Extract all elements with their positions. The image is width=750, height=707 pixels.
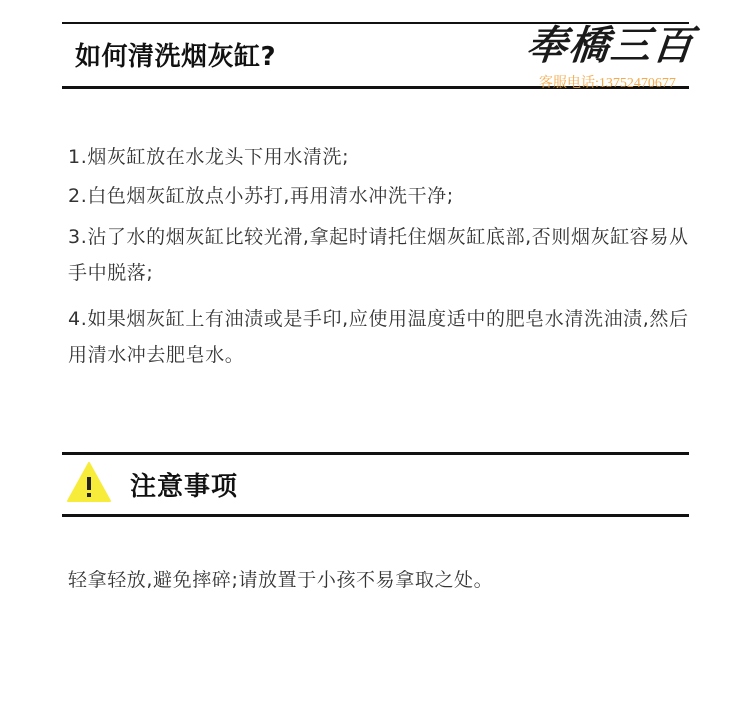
step-item: 3.沾了水的烟灰缸比较光滑,拿起时请托住烟灰缸底部,否则烟灰缸容易从手中脱落; bbox=[68, 226, 689, 284]
warning-triangle-icon bbox=[66, 461, 112, 503]
step-item: 2.白色烟灰缸放点小苏打,再用清水冲洗干净; bbox=[68, 185, 454, 207]
notice-bottom-rule bbox=[62, 514, 689, 517]
brand-logo bbox=[524, 14, 727, 94]
brand-name: 奉橋三百 bbox=[524, 22, 698, 69]
notice-text: 轻拿轻放,避免摔碎;请放置于小孩不易拿取之处。 bbox=[68, 569, 494, 591]
notice-top-rule bbox=[62, 452, 689, 455]
brand-phone: 客服电话:13752470677 bbox=[539, 76, 676, 91]
cleaning-title: 如何清洗烟灰缸? bbox=[75, 42, 277, 72]
step-item: 1.烟灰缸放在水龙头下用水清洗; bbox=[68, 146, 350, 168]
notice-title: 注意事项 bbox=[130, 472, 239, 502]
cleaning-steps bbox=[68, 139, 693, 373]
step-item: 4.如果烟灰缸上有油渍或是手印,应使用温度适中的肥皂水清洗油渍,然后用清水冲去肥皂水。 bbox=[68, 308, 689, 366]
